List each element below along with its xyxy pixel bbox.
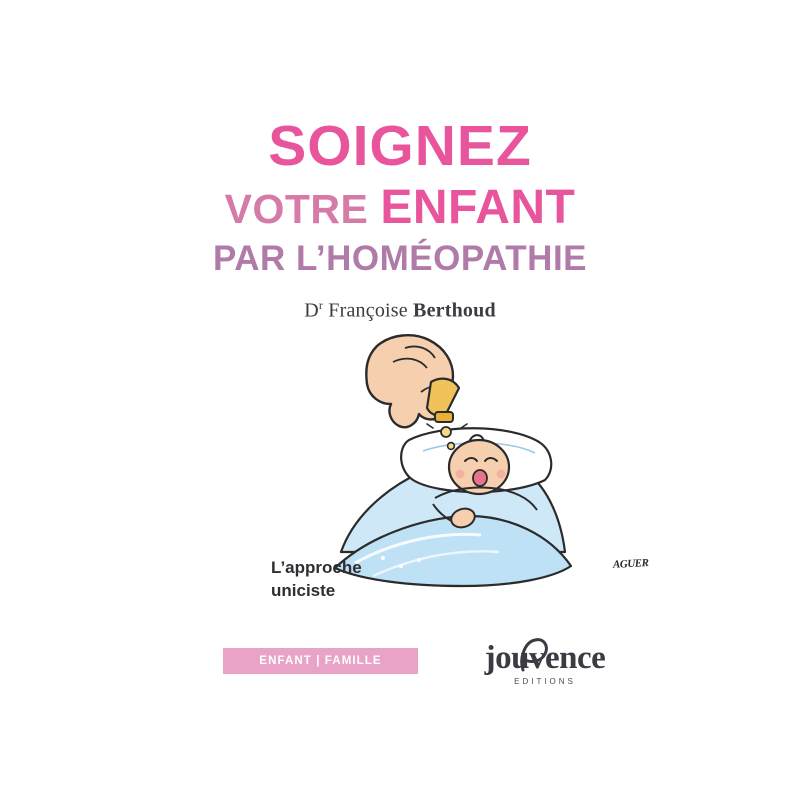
title-line-1: SOIGNEZ xyxy=(268,114,532,178)
title-line-2 xyxy=(135,180,665,234)
title-word-votre: VOTRE xyxy=(224,185,369,232)
author-first-name: Françoise xyxy=(328,299,408,322)
author-name xyxy=(135,298,665,323)
author-last-name: Berthoud xyxy=(413,299,496,322)
publisher-logo xyxy=(465,642,625,686)
publisher-tagline: EDITIONS xyxy=(514,677,576,686)
publisher-swirl-icon xyxy=(517,636,551,676)
publisher-name-text: jouvence xyxy=(484,640,606,676)
category-badge: ENFANT | FAMILLE xyxy=(223,648,418,674)
author-honorific: D xyxy=(304,299,319,322)
subtitle-line-1: L’approche xyxy=(271,558,362,577)
publisher-name xyxy=(465,642,625,675)
book-cover xyxy=(135,22,665,778)
subtitle-block xyxy=(271,557,362,603)
title-line-3: PAR L’HOMÉOPATHIE xyxy=(212,239,588,279)
subtitle-line-2: uniciste xyxy=(271,580,336,600)
title-word-enfant: ENFANT xyxy=(380,180,576,234)
author-honorific-superscript: r xyxy=(318,297,324,312)
artist-signature: AGUER xyxy=(612,557,649,571)
title-block xyxy=(135,114,665,323)
